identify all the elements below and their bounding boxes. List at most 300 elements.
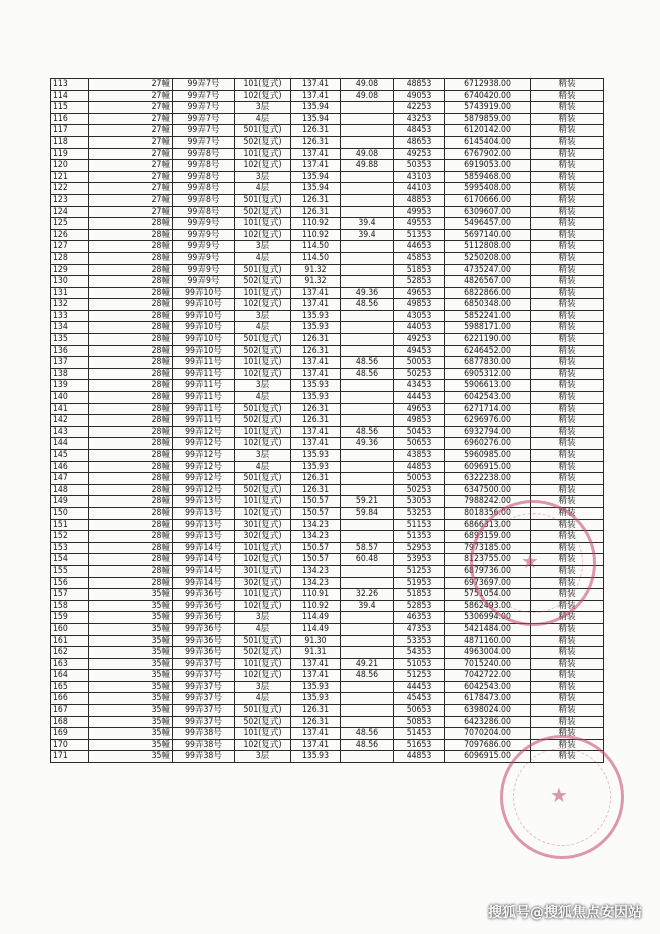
inner-area-cell xyxy=(341,276,394,288)
area-cell: 137.41 xyxy=(291,79,341,91)
area-cell: 126.31 xyxy=(291,194,341,206)
decoration-cell: 精装 xyxy=(531,670,604,682)
row-number-cell: 134 xyxy=(51,322,89,334)
table-row xyxy=(51,218,604,230)
inner-area-cell xyxy=(341,183,394,195)
area-cell: 137.41 xyxy=(291,357,341,369)
table-row xyxy=(51,635,604,647)
building-cell: 28幢 xyxy=(89,368,173,380)
lane-address-cell: 99弄36号 xyxy=(173,589,235,601)
building-cell: 35幢 xyxy=(89,693,173,705)
area-cell: 134.23 xyxy=(291,519,341,531)
inner-area-cell xyxy=(341,264,394,276)
row-number-cell: 116 xyxy=(51,113,89,125)
total-price-cell: 5421484.00 xyxy=(445,623,531,635)
building-cell: 28幢 xyxy=(89,565,173,577)
unit-price-cell: 44103 xyxy=(394,183,445,195)
lane-address-cell: 99弄7号 xyxy=(173,113,235,125)
area-cell: 137.41 xyxy=(291,368,341,380)
table-row xyxy=(51,229,604,241)
total-price-cell: 7015240.00 xyxy=(445,658,531,670)
decoration-cell: 精装 xyxy=(531,322,604,334)
room-cell: 101(复式) xyxy=(235,357,291,369)
building-cell: 27幢 xyxy=(89,113,173,125)
area-cell: 150.57 xyxy=(291,507,341,519)
row-number-cell: 146 xyxy=(51,461,89,473)
row-number-cell: 126 xyxy=(51,229,89,241)
table-row xyxy=(51,194,604,206)
inner-area-cell xyxy=(341,693,394,705)
room-cell: 302(复式) xyxy=(235,531,291,543)
row-number-cell: 139 xyxy=(51,380,89,392)
decoration-cell: 精装 xyxy=(531,310,604,322)
room-cell: 101(复式) xyxy=(235,496,291,508)
decoration-cell: 精装 xyxy=(531,658,604,670)
total-price-cell: 5859468.00 xyxy=(445,171,531,183)
total-price-cell: 6740420.00 xyxy=(445,90,531,102)
decoration-cell: 精装 xyxy=(531,218,604,230)
decoration-cell: 精装 xyxy=(531,647,604,659)
decoration-cell: 精装 xyxy=(531,345,604,357)
decoration-cell: 精装 xyxy=(531,623,604,635)
table-row xyxy=(51,357,604,369)
unit-price-cell: 50853 xyxy=(394,716,445,728)
unit-price-cell: 53353 xyxy=(394,635,445,647)
decoration-cell: 精装 xyxy=(531,136,604,148)
row-number-cell: 122 xyxy=(51,183,89,195)
unit-price-cell: 53953 xyxy=(394,554,445,566)
decoration-cell: 精装 xyxy=(531,403,604,415)
room-cell: 102(复式) xyxy=(235,229,291,241)
unit-price-cell: 45453 xyxy=(394,693,445,705)
lane-address-cell: 99弄10号 xyxy=(173,322,235,334)
building-cell: 35幢 xyxy=(89,681,173,693)
row-number-cell: 125 xyxy=(51,218,89,230)
row-number-cell: 149 xyxy=(51,496,89,508)
lane-address-cell: 99弄9号 xyxy=(173,241,235,253)
inner-area-cell: 48.56 xyxy=(341,670,394,682)
room-cell: 3层 xyxy=(235,612,291,624)
room-cell: 4层 xyxy=(235,623,291,635)
inner-area-cell xyxy=(341,450,394,462)
area-cell: 137.41 xyxy=(291,670,341,682)
inner-area-cell xyxy=(341,380,394,392)
table-row xyxy=(51,345,604,357)
inner-area-cell xyxy=(341,565,394,577)
area-cell: 126.31 xyxy=(291,415,341,427)
lane-address-cell: 99弄7号 xyxy=(173,125,235,137)
row-number-cell: 160 xyxy=(51,623,89,635)
row-number-cell: 156 xyxy=(51,577,89,589)
row-number-cell: 130 xyxy=(51,276,89,288)
lane-address-cell: 99弄12号 xyxy=(173,450,235,462)
table-row xyxy=(51,171,604,183)
row-number-cell: 123 xyxy=(51,194,89,206)
room-cell: 501(复式) xyxy=(235,125,291,137)
unit-price-cell: 44853 xyxy=(394,461,445,473)
room-cell: 502(复式) xyxy=(235,345,291,357)
building-cell: 27幢 xyxy=(89,194,173,206)
lane-address-cell: 99弄37号 xyxy=(173,658,235,670)
decoration-cell: 精装 xyxy=(531,102,604,114)
total-price-cell: 5995408.00 xyxy=(445,183,531,195)
decoration-cell: 精装 xyxy=(531,519,604,531)
total-price-cell: 8123755.00 xyxy=(445,554,531,566)
inner-area-cell xyxy=(341,392,394,404)
inner-area-cell xyxy=(341,194,394,206)
unit-price-cell: 52953 xyxy=(394,542,445,554)
building-cell: 28幢 xyxy=(89,496,173,508)
table-row xyxy=(51,647,604,659)
inner-area-cell: 49.36 xyxy=(341,287,394,299)
area-cell: 91.32 xyxy=(291,264,341,276)
inner-area-cell xyxy=(341,345,394,357)
total-price-cell: 5250208.00 xyxy=(445,252,531,264)
building-cell: 35幢 xyxy=(89,705,173,717)
inner-area-cell xyxy=(341,623,394,635)
inner-area-cell: 49.08 xyxy=(341,90,394,102)
room-cell: 502(复式) xyxy=(235,716,291,728)
table-row xyxy=(51,658,604,670)
decoration-cell: 精装 xyxy=(531,113,604,125)
row-number-cell: 113 xyxy=(51,79,89,91)
inner-area-cell xyxy=(341,125,394,137)
building-cell: 28幢 xyxy=(89,403,173,415)
unit-price-cell: 44053 xyxy=(394,322,445,334)
total-price-cell: 6877830.00 xyxy=(445,357,531,369)
inner-area-cell: 48.56 xyxy=(341,739,394,751)
price-table xyxy=(50,78,604,763)
table-row xyxy=(51,705,604,717)
unit-price-cell: 48853 xyxy=(394,194,445,206)
total-price-cell: 6919053.00 xyxy=(445,160,531,172)
total-price-cell: 6221190.00 xyxy=(445,334,531,346)
total-price-cell: 6096915.00 xyxy=(445,751,531,763)
unit-price-cell: 52853 xyxy=(394,276,445,288)
building-cell: 35幢 xyxy=(89,635,173,647)
room-cell: 4层 xyxy=(235,183,291,195)
decoration-cell: 精装 xyxy=(531,160,604,172)
building-cell: 28幢 xyxy=(89,542,173,554)
area-cell: 135.93 xyxy=(291,310,341,322)
room-cell: 3层 xyxy=(235,681,291,693)
total-price-cell: 5862493.00 xyxy=(445,600,531,612)
row-number-cell: 133 xyxy=(51,310,89,322)
unit-price-cell: 51653 xyxy=(394,739,445,751)
inner-area-cell: 39.4 xyxy=(341,218,394,230)
row-number-cell: 144 xyxy=(51,438,89,450)
total-price-cell: 6893159.00 xyxy=(445,531,531,543)
decoration-cell: 精装 xyxy=(531,392,604,404)
building-cell: 28幢 xyxy=(89,415,173,427)
table-row xyxy=(51,496,604,508)
row-number-cell: 163 xyxy=(51,658,89,670)
unit-price-cell: 50653 xyxy=(394,438,445,450)
decoration-cell: 精装 xyxy=(531,716,604,728)
table-row xyxy=(51,531,604,543)
total-price-cell: 6347500.00 xyxy=(445,484,531,496)
table-row xyxy=(51,206,604,218)
table-row xyxy=(51,113,604,125)
area-cell: 137.41 xyxy=(291,90,341,102)
row-number-cell: 157 xyxy=(51,589,89,601)
area-cell: 110.91 xyxy=(291,589,341,601)
row-number-cell: 121 xyxy=(51,171,89,183)
table-row xyxy=(51,183,604,195)
decoration-cell: 精装 xyxy=(531,728,604,740)
unit-price-cell: 49853 xyxy=(394,299,445,311)
table-row xyxy=(51,739,604,751)
lane-address-cell: 99弄13号 xyxy=(173,519,235,531)
room-cell: 101(复式) xyxy=(235,542,291,554)
lane-address-cell: 99弄12号 xyxy=(173,438,235,450)
unit-price-cell: 51953 xyxy=(394,577,445,589)
decoration-cell: 精装 xyxy=(531,299,604,311)
lane-address-cell: 99弄8号 xyxy=(173,171,235,183)
table-row xyxy=(51,368,604,380)
row-number-cell: 118 xyxy=(51,136,89,148)
building-cell: 27幢 xyxy=(89,160,173,172)
room-cell: 101(复式) xyxy=(235,287,291,299)
unit-price-cell: 48453 xyxy=(394,125,445,137)
room-cell: 101(复式) xyxy=(235,658,291,670)
row-number-cell: 153 xyxy=(51,542,89,554)
decoration-cell: 精装 xyxy=(531,461,604,473)
unit-price-cell: 49553 xyxy=(394,218,445,230)
lane-address-cell: 99弄38号 xyxy=(173,728,235,740)
table-row xyxy=(51,241,604,253)
table-row xyxy=(51,276,604,288)
lane-address-cell: 99弄7号 xyxy=(173,79,235,91)
building-cell: 35幢 xyxy=(89,670,173,682)
room-cell: 101(复式) xyxy=(235,148,291,160)
lane-address-cell: 99弄10号 xyxy=(173,287,235,299)
total-price-cell: 6096915.00 xyxy=(445,461,531,473)
unit-price-cell: 47353 xyxy=(394,623,445,635)
row-number-cell: 150 xyxy=(51,507,89,519)
table-row xyxy=(51,380,604,392)
lane-address-cell: 99弄11号 xyxy=(173,368,235,380)
table-row xyxy=(51,693,604,705)
lane-address-cell: 99弄11号 xyxy=(173,357,235,369)
area-cell: 126.31 xyxy=(291,473,341,485)
unit-price-cell: 50453 xyxy=(394,426,445,438)
area-cell: 134.23 xyxy=(291,565,341,577)
decoration-cell: 精装 xyxy=(531,496,604,508)
inner-area-cell: 48.56 xyxy=(341,728,394,740)
decoration-cell: 精装 xyxy=(531,148,604,160)
unit-price-cell: 49653 xyxy=(394,403,445,415)
building-cell: 35幢 xyxy=(89,658,173,670)
inner-area-cell: 60.48 xyxy=(341,554,394,566)
building-cell: 35幢 xyxy=(89,600,173,612)
unit-price-cell: 51453 xyxy=(394,728,445,740)
lane-address-cell: 99弄14号 xyxy=(173,542,235,554)
total-price-cell: 7070204.00 xyxy=(445,728,531,740)
room-cell: 101(复式) xyxy=(235,426,291,438)
inner-area-cell xyxy=(341,461,394,473)
building-cell: 27幢 xyxy=(89,171,173,183)
unit-price-cell: 43053 xyxy=(394,310,445,322)
total-price-cell: 5743919.00 xyxy=(445,102,531,114)
building-cell: 35幢 xyxy=(89,716,173,728)
building-cell: 28幢 xyxy=(89,218,173,230)
total-price-cell: 6271714.00 xyxy=(445,403,531,415)
room-cell: 3层 xyxy=(235,241,291,253)
building-cell: 28幢 xyxy=(89,554,173,566)
inner-area-cell xyxy=(341,484,394,496)
inner-area-cell xyxy=(341,310,394,322)
total-price-cell: 7973185.00 xyxy=(445,542,531,554)
room-cell: 3层 xyxy=(235,102,291,114)
room-cell: 101(复式) xyxy=(235,589,291,601)
unit-price-cell: 49453 xyxy=(394,345,445,357)
unit-price-cell: 51853 xyxy=(394,589,445,601)
building-cell: 35幢 xyxy=(89,647,173,659)
lane-address-cell: 99弄9号 xyxy=(173,218,235,230)
room-cell: 102(复式) xyxy=(235,739,291,751)
table-row xyxy=(51,519,604,531)
table-row xyxy=(51,79,604,91)
lane-address-cell: 99弄11号 xyxy=(173,403,235,415)
building-cell: 28幢 xyxy=(89,484,173,496)
area-cell: 135.93 xyxy=(291,693,341,705)
area-cell: 135.93 xyxy=(291,450,341,462)
unit-price-cell: 53253 xyxy=(394,507,445,519)
unit-price-cell: 50253 xyxy=(394,484,445,496)
inner-area-cell xyxy=(341,334,394,346)
area-cell: 135.94 xyxy=(291,183,341,195)
total-price-cell: 6423286.00 xyxy=(445,716,531,728)
room-cell: 501(复式) xyxy=(235,403,291,415)
unit-price-cell: 46353 xyxy=(394,612,445,624)
area-cell: 91.31 xyxy=(291,647,341,659)
area-cell: 126.31 xyxy=(291,345,341,357)
building-cell: 28幢 xyxy=(89,507,173,519)
unit-price-cell: 49653 xyxy=(394,287,445,299)
total-price-cell: 5988171.00 xyxy=(445,322,531,334)
building-cell: 28幢 xyxy=(89,577,173,589)
unit-price-cell: 49953 xyxy=(394,206,445,218)
inner-area-cell: 39.4 xyxy=(341,600,394,612)
row-number-cell: 132 xyxy=(51,299,89,311)
inner-area-cell xyxy=(341,647,394,659)
lane-address-cell: 99弄8号 xyxy=(173,148,235,160)
lane-address-cell: 99弄36号 xyxy=(173,635,235,647)
row-number-cell: 119 xyxy=(51,148,89,160)
room-cell: 102(复式) xyxy=(235,600,291,612)
total-price-cell: 8018356.00 xyxy=(445,507,531,519)
building-cell: 28幢 xyxy=(89,345,173,357)
unit-price-cell: 50053 xyxy=(394,357,445,369)
row-number-cell: 120 xyxy=(51,160,89,172)
total-price-cell: 4871160.00 xyxy=(445,635,531,647)
row-number-cell: 147 xyxy=(51,473,89,485)
lane-address-cell: 99弄12号 xyxy=(173,426,235,438)
decoration-cell: 精装 xyxy=(531,554,604,566)
inner-area-cell xyxy=(341,716,394,728)
inner-area-cell xyxy=(341,531,394,543)
inner-area-cell xyxy=(341,171,394,183)
area-cell: 137.41 xyxy=(291,426,341,438)
decoration-cell: 精装 xyxy=(531,287,604,299)
room-cell: 502(复式) xyxy=(235,647,291,659)
decoration-cell: 精装 xyxy=(531,357,604,369)
table-row xyxy=(51,507,604,519)
lane-address-cell: 99弄7号 xyxy=(173,136,235,148)
building-cell: 28幢 xyxy=(89,287,173,299)
building-cell: 28幢 xyxy=(89,276,173,288)
total-price-cell: 6879736.00 xyxy=(445,565,531,577)
inner-area-cell xyxy=(341,519,394,531)
total-price-cell: 6973697.00 xyxy=(445,577,531,589)
unit-price-cell: 50253 xyxy=(394,368,445,380)
area-cell: 114.49 xyxy=(291,612,341,624)
inner-area-cell: 59.84 xyxy=(341,507,394,519)
decoration-cell: 精装 xyxy=(531,334,604,346)
decoration-cell: 精装 xyxy=(531,542,604,554)
area-cell: 150.57 xyxy=(291,496,341,508)
lane-address-cell: 99弄36号 xyxy=(173,623,235,635)
building-cell: 28幢 xyxy=(89,357,173,369)
total-price-cell: 6850348.00 xyxy=(445,299,531,311)
row-number-cell: 128 xyxy=(51,252,89,264)
area-cell: 137.41 xyxy=(291,739,341,751)
total-price-cell: 5112808.00 xyxy=(445,241,531,253)
row-number-cell: 138 xyxy=(51,368,89,380)
room-cell: 301(复式) xyxy=(235,519,291,531)
total-price-cell: 6178473.00 xyxy=(445,693,531,705)
area-cell: 134.23 xyxy=(291,577,341,589)
row-number-cell: 117 xyxy=(51,125,89,137)
table-row xyxy=(51,299,604,311)
unit-price-cell: 51353 xyxy=(394,229,445,241)
total-price-cell: 6866313.00 xyxy=(445,519,531,531)
building-cell: 28幢 xyxy=(89,392,173,404)
inner-area-cell xyxy=(341,241,394,253)
unit-price-cell: 44453 xyxy=(394,681,445,693)
row-number-cell: 154 xyxy=(51,554,89,566)
lane-address-cell: 99弄7号 xyxy=(173,102,235,114)
inner-area-cell: 48.56 xyxy=(341,357,394,369)
room-cell: 101(复式) xyxy=(235,79,291,91)
room-cell: 501(复式) xyxy=(235,264,291,276)
row-number-cell: 140 xyxy=(51,392,89,404)
lane-address-cell: 99弄10号 xyxy=(173,299,235,311)
row-number-cell: 158 xyxy=(51,600,89,612)
area-cell: 135.94 xyxy=(291,171,341,183)
building-cell: 35幢 xyxy=(89,612,173,624)
room-cell: 102(复式) xyxy=(235,438,291,450)
building-cell: 35幢 xyxy=(89,728,173,740)
decoration-cell: 精装 xyxy=(531,681,604,693)
unit-price-cell: 44653 xyxy=(394,241,445,253)
inner-area-cell: 58.57 xyxy=(341,542,394,554)
building-cell: 28幢 xyxy=(89,252,173,264)
lane-address-cell: 99弄8号 xyxy=(173,160,235,172)
lane-address-cell: 99弄11号 xyxy=(173,392,235,404)
area-cell: 150.57 xyxy=(291,554,341,566)
unit-price-cell: 51353 xyxy=(394,531,445,543)
area-cell: 110.92 xyxy=(291,229,341,241)
building-cell: 28幢 xyxy=(89,322,173,334)
decoration-cell: 精装 xyxy=(531,183,604,195)
row-number-cell: 155 xyxy=(51,565,89,577)
table-row xyxy=(51,322,604,334)
unit-price-cell: 49853 xyxy=(394,415,445,427)
area-cell: 126.31 xyxy=(291,125,341,137)
building-cell: 28幢 xyxy=(89,380,173,392)
